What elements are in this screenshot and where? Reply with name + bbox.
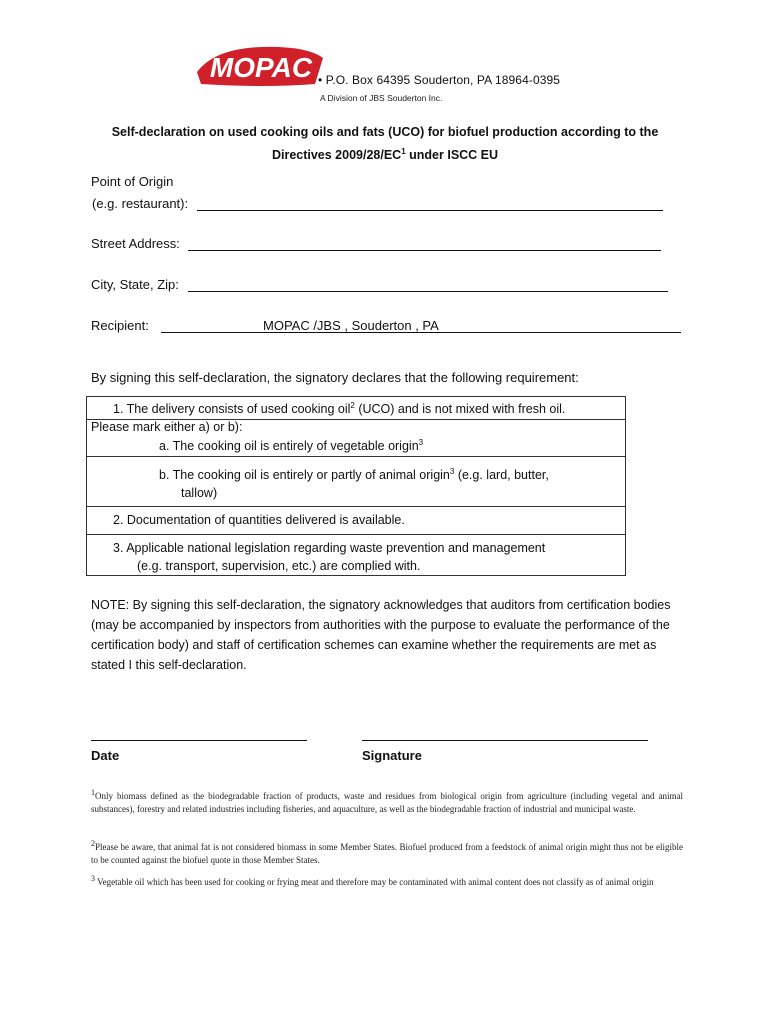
signature-line[interactable] (362, 740, 648, 741)
city-state-zip-field[interactable] (188, 277, 668, 292)
footnote-ref-1: 1 (401, 147, 406, 156)
document-title (80, 122, 690, 165)
division-text: A Division of JBS Souderton Inc. (320, 93, 443, 103)
street-label: Street Address: (91, 236, 180, 251)
option-b[interactable]: b. The cooking oil is entirely or partly of animal origin$^3$ (e.g. lard, butter, (159, 467, 549, 483)
requirements-table (86, 396, 626, 576)
mark-instruction: Please mark either a) or b): (91, 420, 243, 434)
declaration-intro: By signing this self-declaration, the signatory declares that the following requirement: (91, 370, 579, 385)
city-label: City, State, Zip: (91, 277, 179, 292)
date-line[interactable] (91, 740, 307, 741)
origin-field[interactable] (197, 196, 663, 211)
origin-label: Point of Origin (91, 174, 174, 189)
recipient-value: MOPAC /JBS , Souderton , PA (263, 318, 439, 333)
mailing-address: • P.O. Box 64395 Souderton, PA 18964-0395 (318, 73, 561, 87)
requirement-3: 3. Applicable national legislation regarding waste prevention and management (113, 541, 546, 555)
title-line-2: Directives $2009/28/EC^1$ under ISCC EU (271, 147, 499, 163)
option-b-continued: tallow) (181, 486, 218, 500)
requirement-2: 2. Documentation of quantities delivered is available. (113, 513, 405, 527)
signature-label: Signature (362, 748, 422, 763)
title-line-1: Self-declaration on used cooking oils and fats (UCO) for biofuel production according to the (111, 125, 659, 139)
date-label: Date (91, 748, 120, 763)
option-a[interactable]: a. The cooking oil is entirely of vegetable origin$^3$ (159, 438, 424, 454)
requirement-1: 1. The delivery consists of used cooking oil$^2$ (UCO) and is not mixed with fresh oil. (113, 401, 566, 417)
origin-example-label: (e.g. restaurant): (92, 196, 189, 211)
street-address-field[interactable] (188, 236, 661, 251)
mopac-logo (195, 44, 327, 88)
logo-text: MOPAC (209, 52, 313, 83)
footnote-3: $^3$ Vegetable oil which has been used for cooking or frying meat and therefore may be contaminated with animal content does not classify as of animal origin (91, 874, 654, 887)
footnote-2: $^2$Please be aware, that animal fat is not considered biomass in some Member States. Biofuel produced from a feedstock of animal origin might thus not be eligible to be counted against the biofuel quote in those Member States. (91, 839, 683, 865)
note-paragraph: NOTE: By signing this self-declaration, the signatory acknowledges that auditors from certification bodies (may be accompanied by inspectors from authorities with the purpose to evaluate the performance of the certification body) and staff of certification schemes can examine whether the requirements are met as stated I this self-declaration. (91, 598, 671, 672)
recipient-label: Recipient: (91, 318, 149, 333)
footnote-1: $^1$Only biomass defined as the biodegradable fraction of products, waste and residues from biological origin from agriculture (including vegetal and animal substances), forestry and related industries including fisheries, and aquaculture, as well as the biodegradable fraction of industrial and municipal waste. (91, 788, 683, 814)
requirement-3-continued: (e.g. transport, supervision, etc.) are complied with. (137, 559, 421, 573)
